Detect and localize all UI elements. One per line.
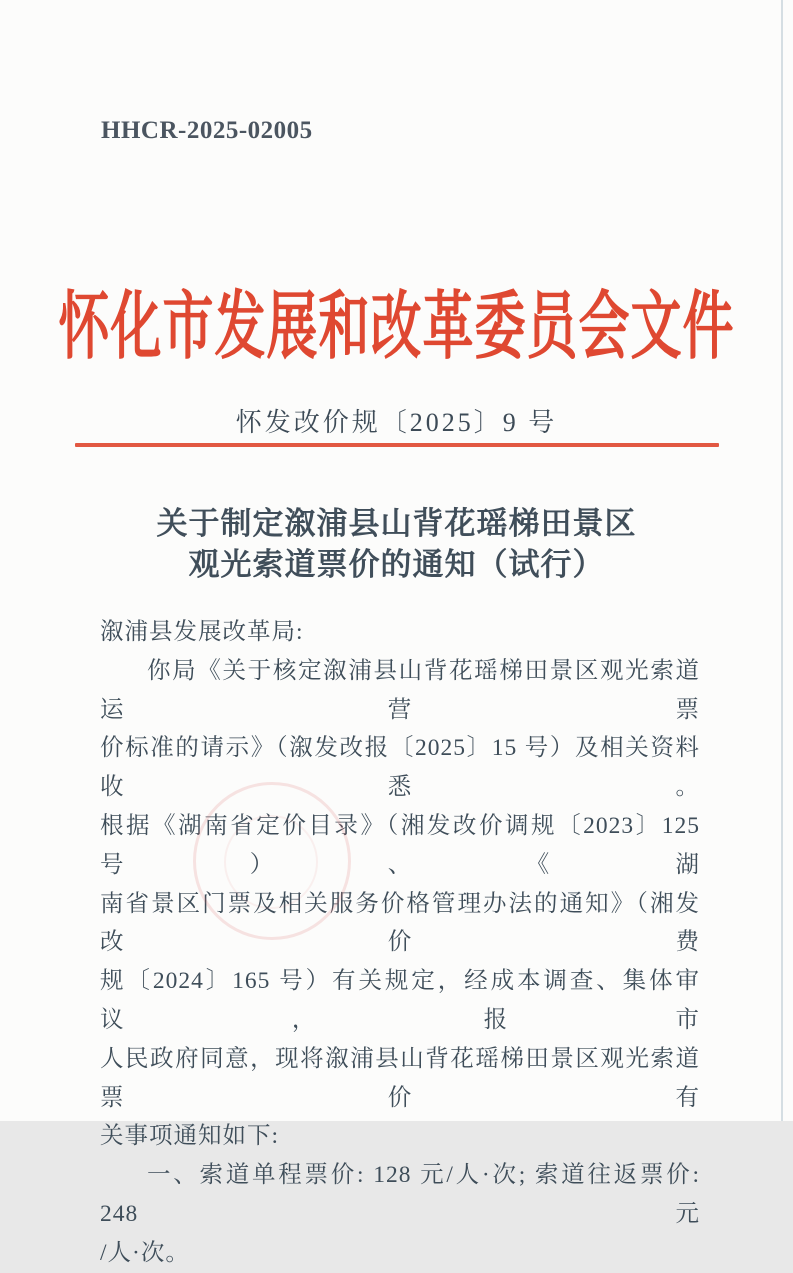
body-line: 规〔2024〕165 号）有关规定，经成本调查、集体审议，报市 bbox=[100, 968, 700, 1033]
body-text bbox=[100, 613, 700, 1273]
notice-title bbox=[0, 503, 793, 585]
body-line-price-item: 一、索道单程票价: 128 元/人·次; 索道往返票价: 248 元 bbox=[100, 1162, 700, 1227]
body-line: 你局《关于核定溆浦县山背花瑶梯田景区观光索道运营票 bbox=[100, 657, 700, 723]
red-divider-line bbox=[75, 443, 719, 447]
document-number: 怀发改价规〔2025〕9 号 bbox=[235, 408, 558, 437]
body-line: 根据《湖南省定价目录》（湘发改价调规〔2023〕125 号）、《湖 bbox=[100, 812, 700, 878]
notice-title-line1: 关于制定溆浦县山背花瑶梯田景区 bbox=[156, 506, 637, 541]
notice-title-line2: 观光索道票价的通知（试行） bbox=[188, 547, 605, 582]
document-reference-code: HHCR-2025-02005 bbox=[101, 117, 313, 144]
agency-letterhead-title: 怀化市发展和改革委员会文件 bbox=[58, 287, 735, 369]
body-line: 人民政府同意，现将溆浦县山背花瑶梯田景区观光索道票价有 bbox=[100, 1045, 700, 1111]
body-line: 关事项通知如下: bbox=[100, 1123, 280, 1150]
body-line: 价标准的请示》（溆发改报〔2025〕15 号）及相关资料收悉。 bbox=[100, 735, 700, 801]
body-line-salutation: 溆浦县发展改革局: bbox=[100, 619, 304, 645]
body-line: /人·次。 bbox=[100, 1239, 190, 1266]
body-line: 南省景区门票及相关服务价格管理办法的通知》（湘发改价费 bbox=[100, 890, 700, 956]
